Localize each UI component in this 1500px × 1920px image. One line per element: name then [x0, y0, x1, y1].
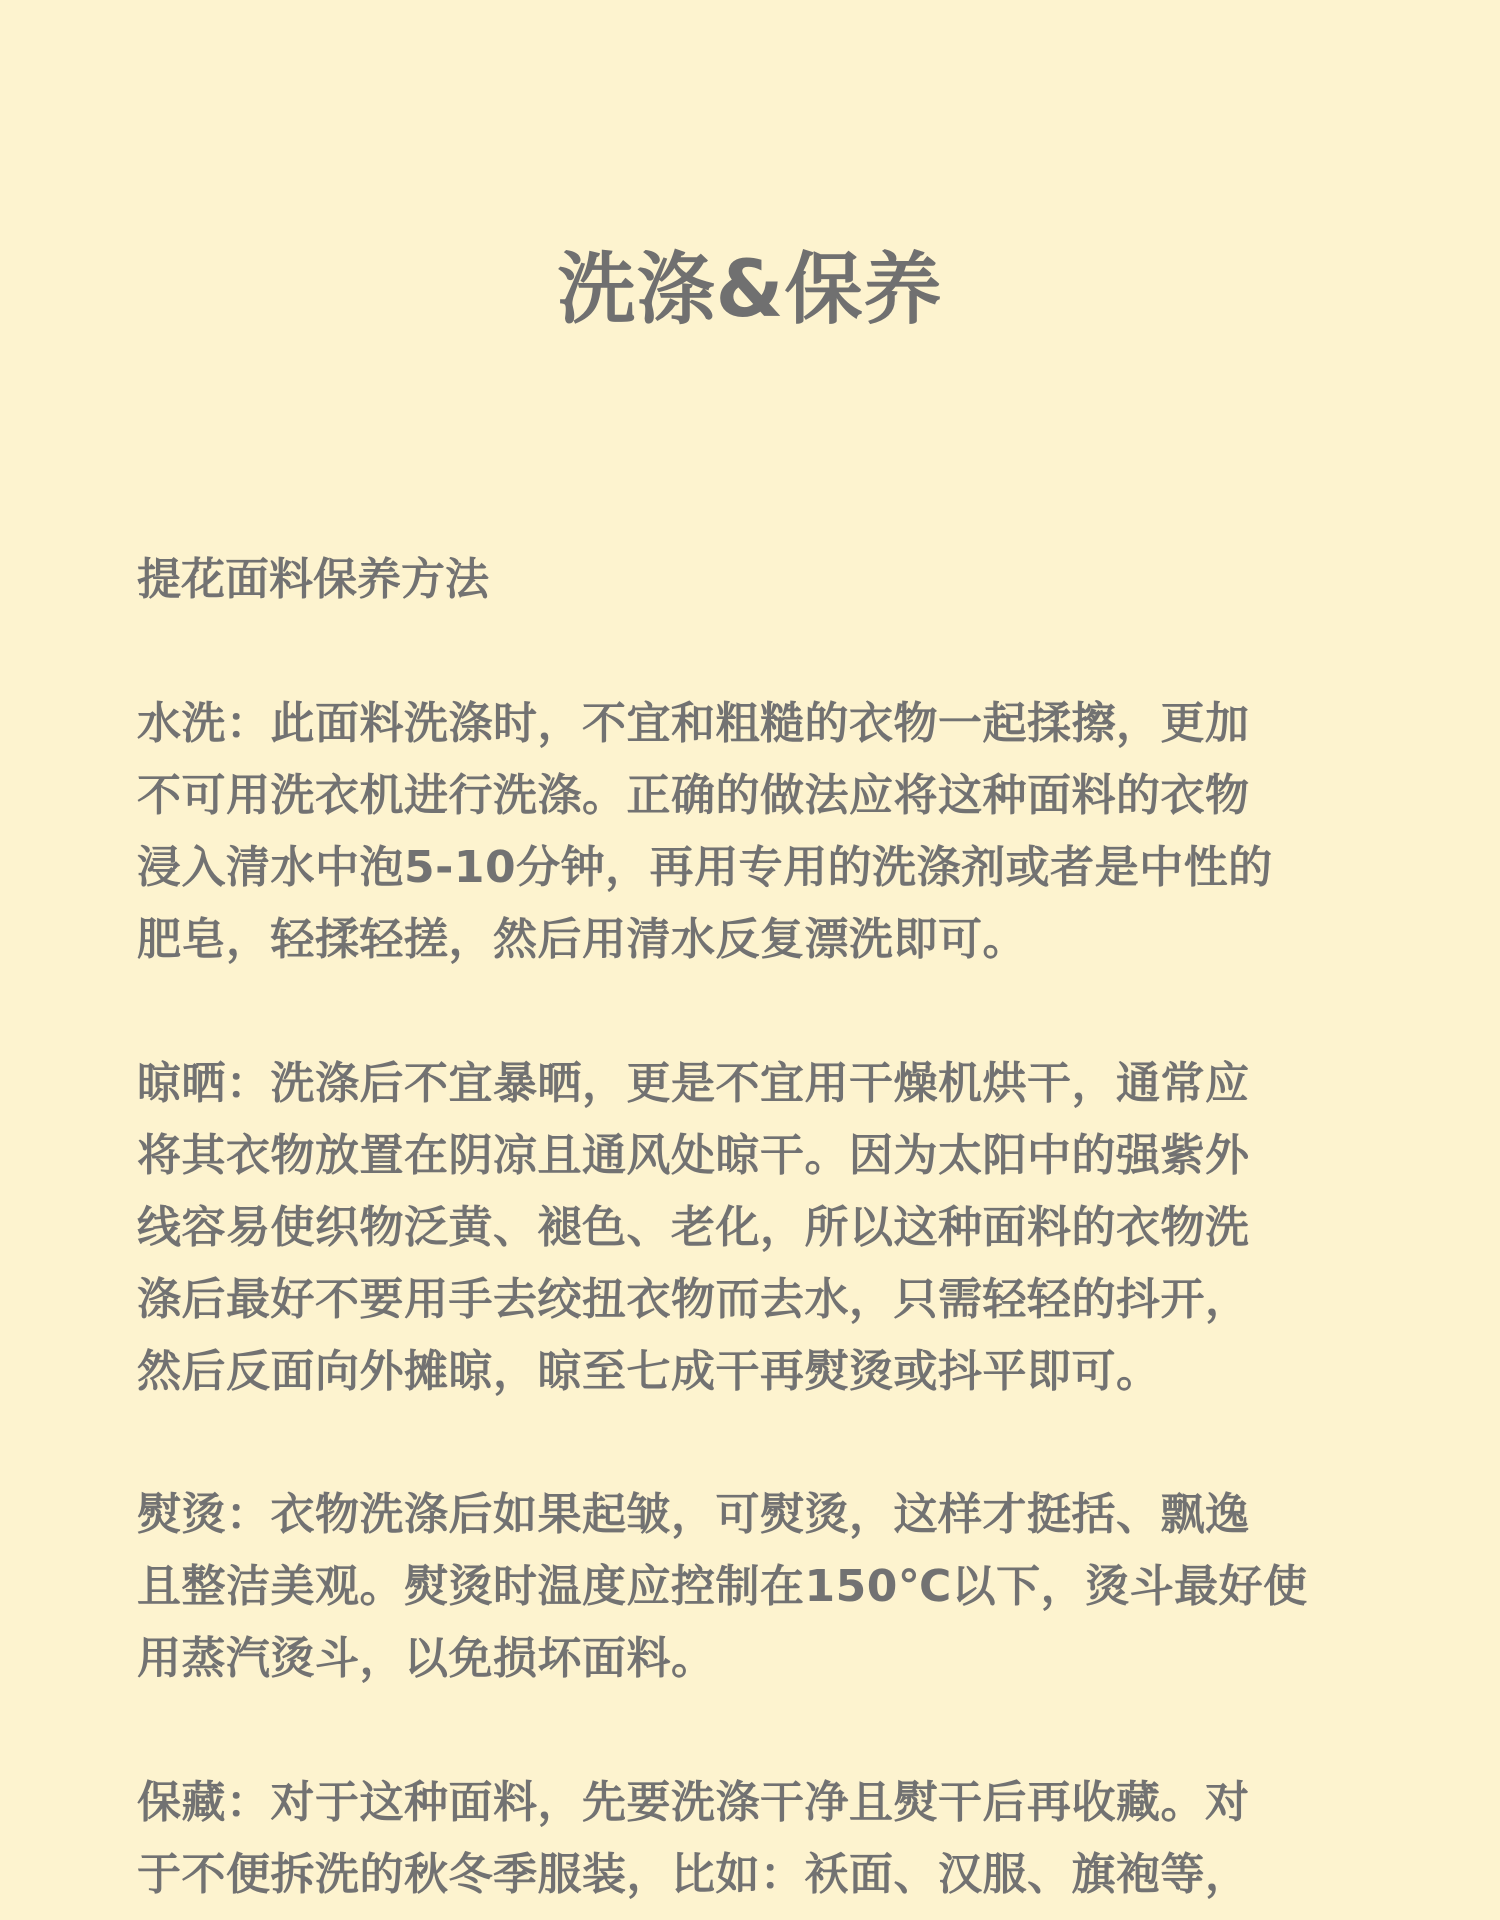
text-line: 熨烫：衣物洗涤后如果起皱，可熨烫，这样才挺括、飘逸: [137, 1489, 1250, 1540]
text-line: 浸入清水中泡5-10分钟，再用专用的洗涤剂或者是中性的: [137, 842, 1273, 893]
text-line: 涤后最好不要用手去绞扭衣物而去水，只需轻轻的抖开，: [137, 1274, 1250, 1325]
text-line: 用蒸汽烫斗，以免损坏面料。: [137, 1633, 716, 1684]
text-line: 然后反面向外摊晾，晾至七成干再熨烫或抖平即可。: [137, 1346, 1161, 1397]
text-line: 水洗：此面料洗涤时，不宜和粗糙的衣物一起揉擦，更加: [137, 698, 1250, 749]
storage-instructions: [137, 1767, 1397, 1911]
section-subtitle: 提花面料保养方法: [137, 554, 489, 605]
page-title: 洗涤&保养: [557, 245, 943, 335]
text-line: 晾晒：洗涤后不宜暴晒，更是不宜用干燥机烘干，通常应: [137, 1058, 1250, 1109]
ironing-instructions: [137, 1479, 1397, 1695]
text-line: 线容易使织物泛黄、褪色、老化，所以这种面料的衣物洗: [137, 1202, 1250, 1253]
text-line: 且整洁美观。熨烫时温度应控制在150℃以下，烫斗最好使: [137, 1561, 1308, 1612]
text-line: 于不便拆洗的秋冬季服装，比如：袄面、汉服、旗袍等，: [137, 1849, 1250, 1900]
text-line: 将其衣物放置在阴凉且通风处晾干。因为太阳中的强紫外: [137, 1130, 1250, 1181]
wash-instructions: [137, 688, 1397, 976]
text-line: 不可用洗衣机进行洗涤。正确的做法应将这种面料的衣物: [137, 770, 1250, 821]
text-line: 肥皂，轻揉轻搓，然后用清水反复漂洗即可。: [137, 914, 1027, 965]
drying-instructions: [137, 1048, 1397, 1408]
text-line: 保藏：对于这种面料，先要洗涤干净且熨干后再收藏。对: [137, 1777, 1250, 1828]
